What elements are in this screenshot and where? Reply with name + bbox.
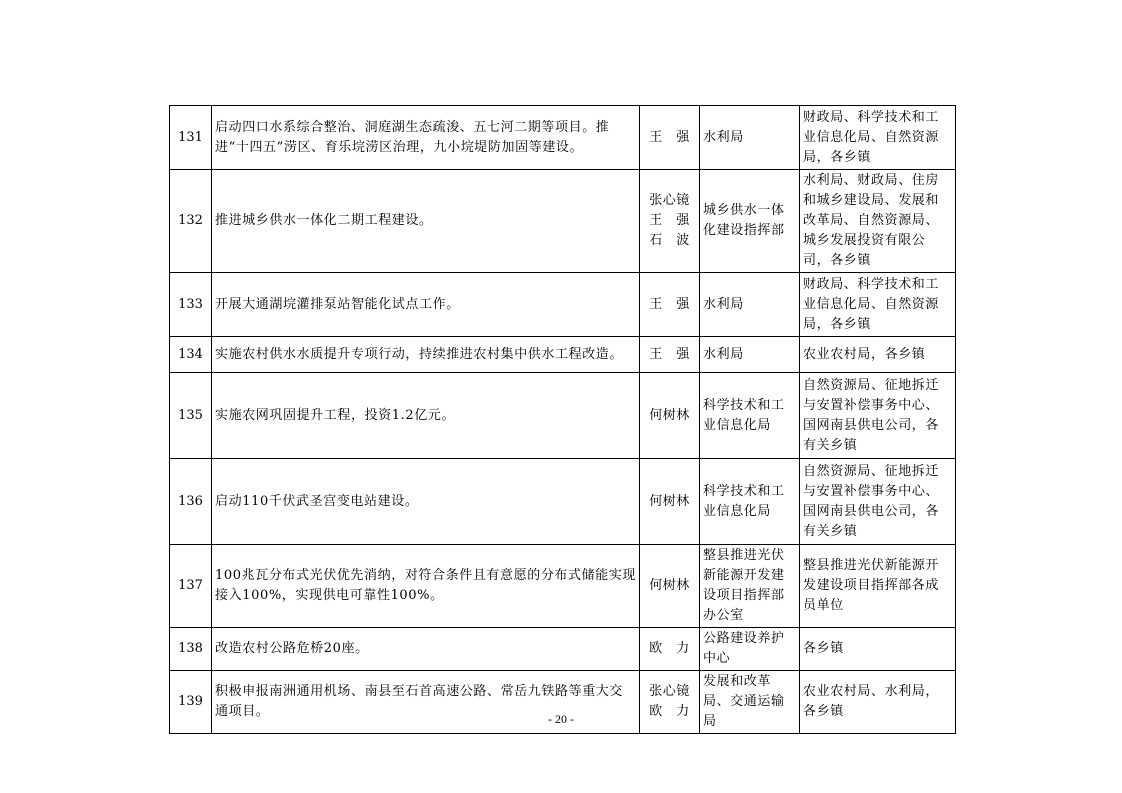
row-number: 132 bbox=[170, 170, 212, 273]
task-description: 积极申报南洲通用机场、南县至石首高速公路、常岳九铁路等重大交通项目。 bbox=[212, 671, 640, 734]
responsible-unit: 水利局 bbox=[700, 273, 800, 337]
row-number: 138 bbox=[170, 628, 212, 671]
responsible-unit: 科学技术和工业信息化局 bbox=[700, 459, 800, 545]
lead-official: 王 强 bbox=[640, 106, 700, 170]
task-description: 开展大通湖垸灌排泵站智能化试点工作。 bbox=[212, 273, 640, 337]
page-number: - 20 - bbox=[548, 712, 574, 726]
task-description: 启动110千伏武圣宫变电站建设。 bbox=[212, 459, 640, 545]
cooperating-units: 财政局、科学技术和工业信息化局、自然资源局，各乡镇 bbox=[800, 273, 956, 337]
lead-official: 何树林 bbox=[640, 545, 700, 628]
row-number: 133 bbox=[170, 273, 212, 337]
responsible-unit: 水利局 bbox=[700, 106, 800, 170]
row-number: 131 bbox=[170, 106, 212, 170]
task-description: 启动四口水系综合整治、洞庭湖生态疏浚、五七河二期等项目。推进“十四五”涝区、育乐垸涝区治理，九小垸堤防加固等建设。 bbox=[212, 106, 640, 170]
cooperating-units: 农业农村局、水利局，各乡镇 bbox=[800, 671, 956, 734]
table-row bbox=[170, 106, 956, 170]
lead-official: 王 强 bbox=[640, 337, 700, 373]
row-number: 134 bbox=[170, 337, 212, 373]
responsible-unit: 公路建设养护中心 bbox=[700, 628, 800, 671]
responsible-unit: 发展和改革局、交通运输局 bbox=[700, 671, 800, 734]
lead-official: 张心镜 王 强 石 波 bbox=[640, 170, 700, 273]
row-number: 135 bbox=[170, 373, 212, 459]
responsible-unit: 水利局 bbox=[700, 337, 800, 373]
task-table bbox=[169, 105, 956, 734]
responsible-unit: 整县推进光伏新能源开发建设项目指挥部办公室 bbox=[700, 545, 800, 628]
cooperating-units: 水利局、财政局、住房和城乡建设局、发展和改革局、自然资源局、城乡发展投资有限公司，各乡镇 bbox=[800, 170, 956, 273]
cooperating-units: 整县推进光伏新能源开发建设项目指挥部各成员单位 bbox=[800, 545, 956, 628]
lead-official: 张心镜 欧 力 bbox=[640, 671, 700, 734]
cooperating-units: 财政局、科学技术和工业信息化局、自然资源局，各乡镇 bbox=[800, 106, 956, 170]
table-row bbox=[170, 545, 956, 628]
cooperating-units: 农业农村局，各乡镇 bbox=[800, 337, 956, 373]
table-row bbox=[170, 628, 956, 671]
row-number: 139 bbox=[170, 671, 212, 734]
cooperating-units: 自然资源局、征地拆迁与安置补偿事务中心、国网南县供电公司，各有关乡镇 bbox=[800, 373, 956, 459]
task-description: 100兆瓦分布式光伏优先消纳，对符合条件且有意愿的分布式储能实现接入100%，实现供电可靠性100%。 bbox=[212, 545, 640, 628]
task-description: 实施农村供水水质提升专项行动，持续推进农村集中供水工程改造。 bbox=[212, 337, 640, 373]
responsible-unit: 城乡供水一体化建设指挥部 bbox=[700, 170, 800, 273]
row-number: 136 bbox=[170, 459, 212, 545]
lead-official: 何树林 bbox=[640, 373, 700, 459]
table-row bbox=[170, 273, 956, 337]
row-number: 137 bbox=[170, 545, 212, 628]
table-row bbox=[170, 459, 956, 545]
cooperating-units: 各乡镇 bbox=[800, 628, 956, 671]
task-description: 实施农网巩固提升工程，投资1.2亿元。 bbox=[212, 373, 640, 459]
lead-official: 欧 力 bbox=[640, 628, 700, 671]
task-description: 推进城乡供水一体化二期工程建设。 bbox=[212, 170, 640, 273]
lead-official: 王 强 bbox=[640, 273, 700, 337]
task-description: 改造农村公路危桥20座。 bbox=[212, 628, 640, 671]
responsible-unit: 科学技术和工业信息化局 bbox=[700, 373, 800, 459]
table-row bbox=[170, 373, 956, 459]
table-row bbox=[170, 170, 956, 273]
cooperating-units: 自然资源局、征地拆迁与安置补偿事务中心、国网南县供电公司，各有关乡镇 bbox=[800, 459, 956, 545]
lead-official: 何树林 bbox=[640, 459, 700, 545]
table-row bbox=[170, 337, 956, 373]
